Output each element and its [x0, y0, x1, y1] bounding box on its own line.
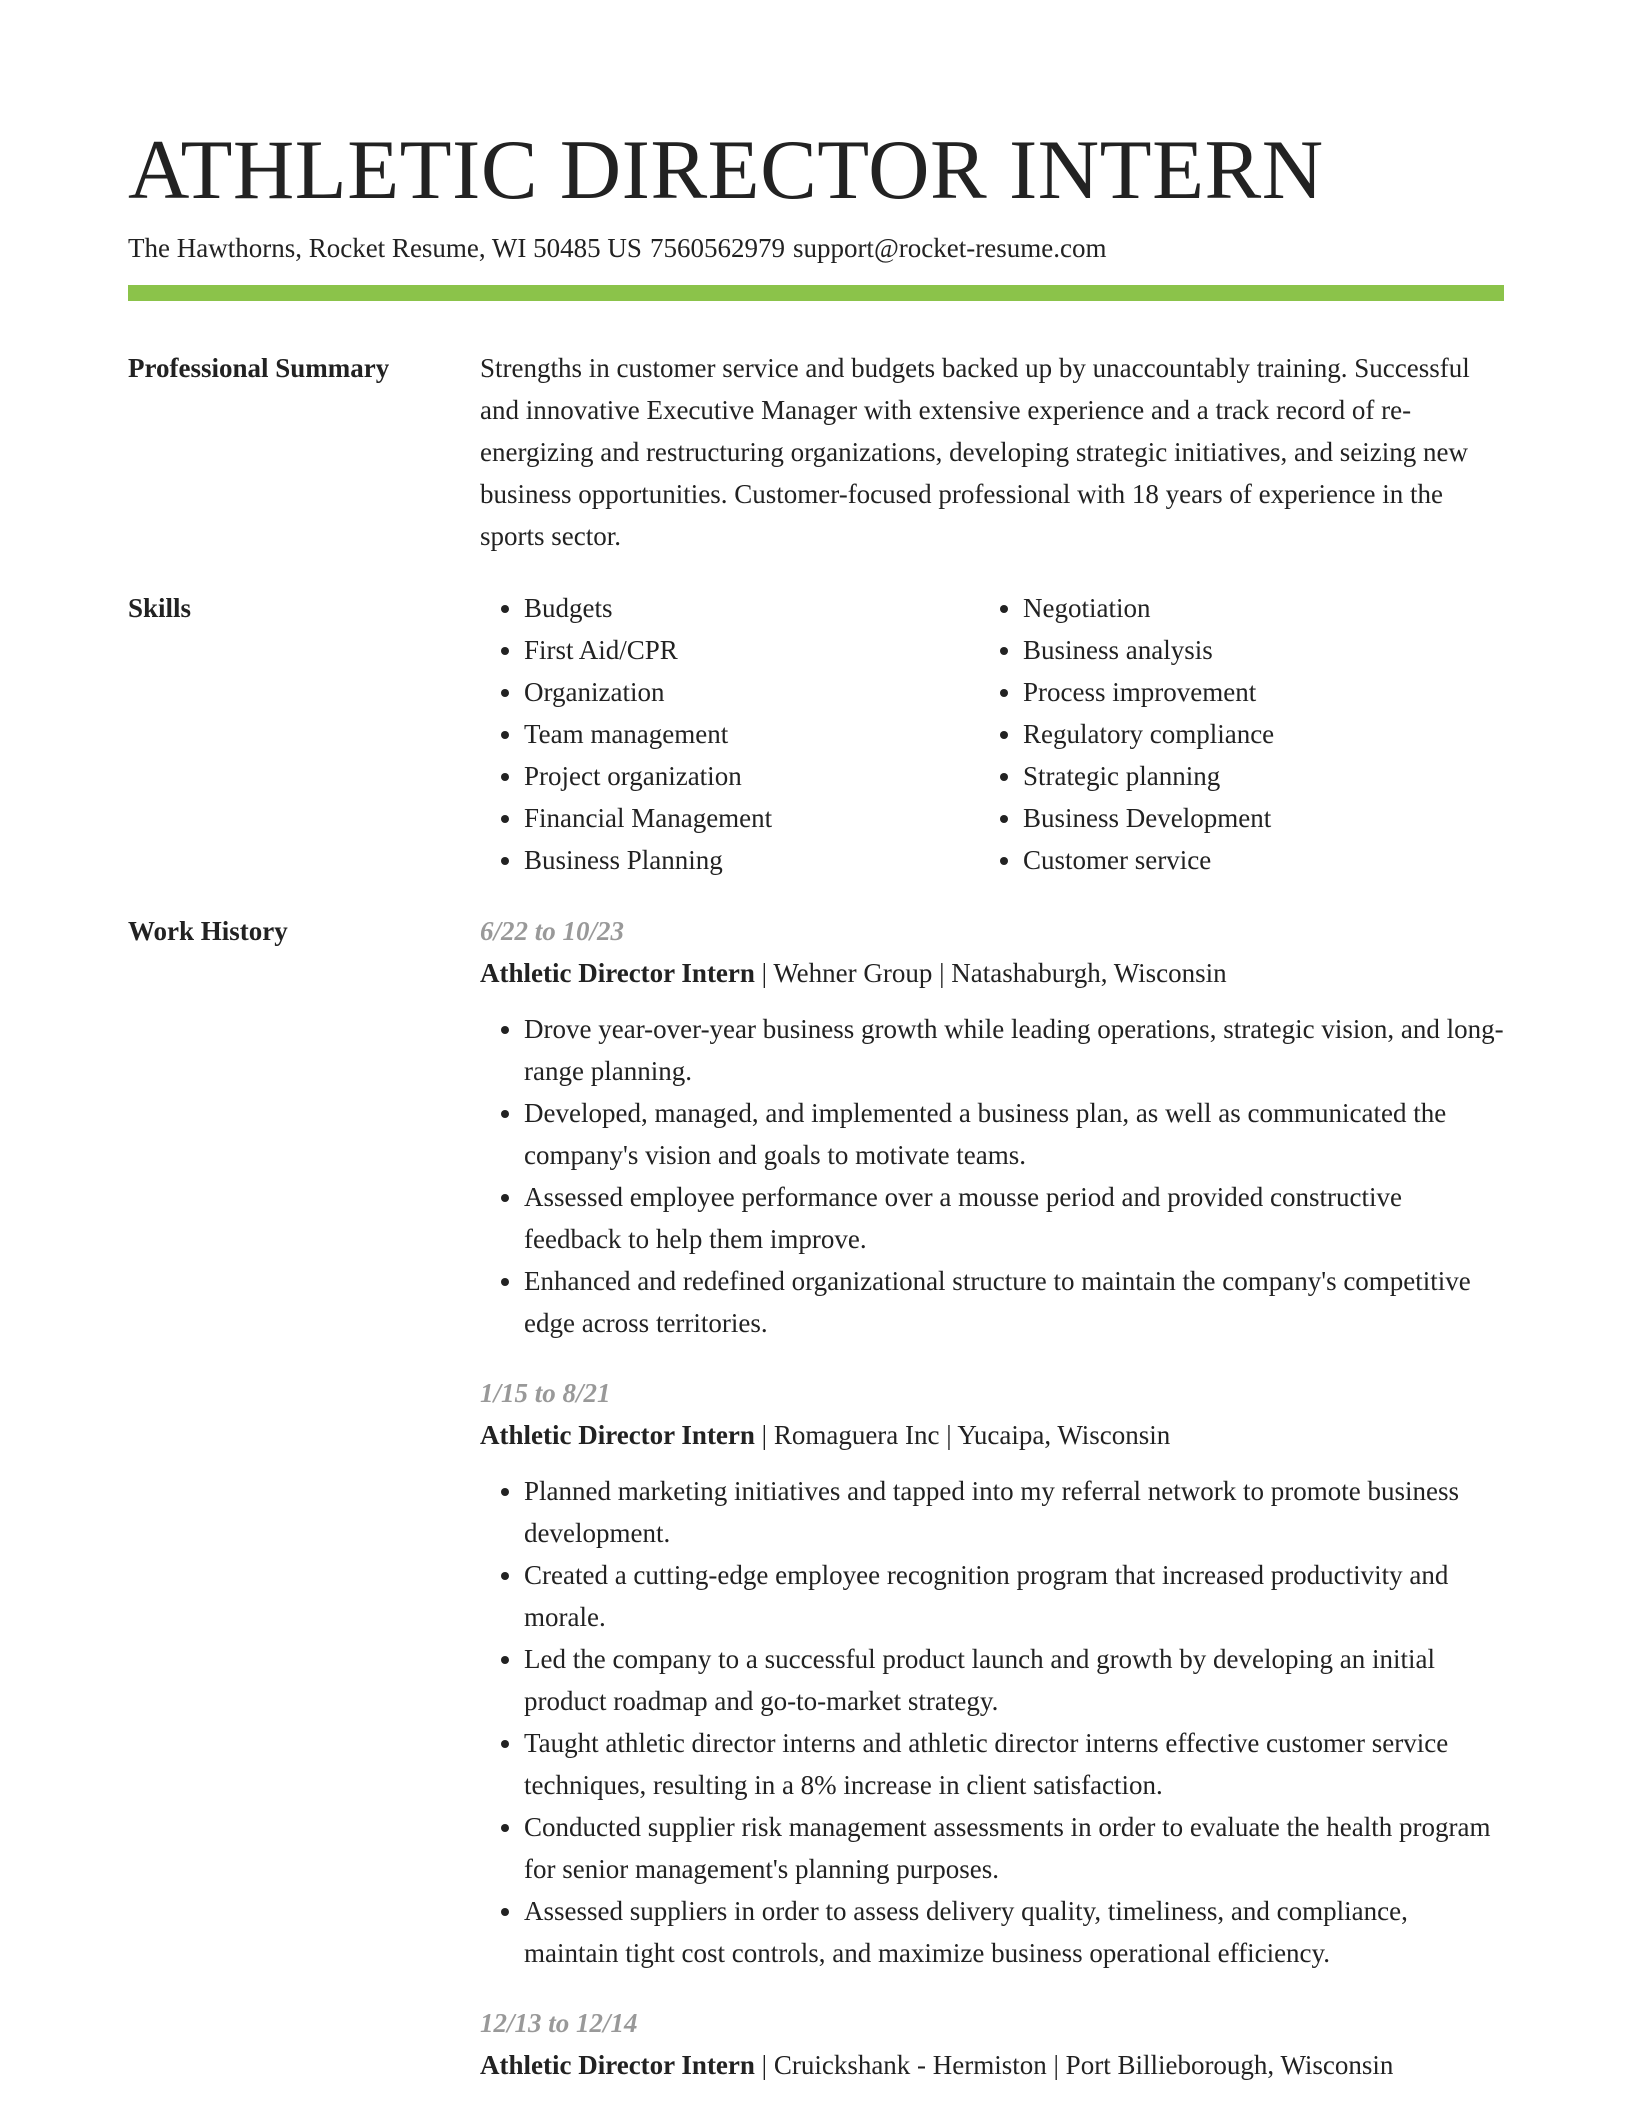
skill-item: • Negotiation: [1023, 587, 1274, 629]
skills-section: [128, 587, 1504, 887]
skill-item: • Financial Management: [524, 797, 772, 839]
job-entry: [480, 1372, 1504, 1974]
skills-heading: Skills: [128, 593, 192, 623]
job-company-location: | Wehner Group | Natashaburgh, Wisconsin: [754, 958, 1227, 988]
contact-address: The Hawthorns, Rocket Resume, WI 50485 US: [128, 233, 642, 263]
skill-item: • Organization: [524, 671, 772, 713]
skill-item: • Strategic planning: [1023, 755, 1274, 797]
job-bullet: • Planned marketing initiatives and tapped into my referral network to promote business development.: [524, 1470, 1504, 1554]
job-entry: [480, 910, 1504, 1344]
resume-title: ATHLETIC DIRECTOR INTERN: [128, 123, 1324, 217]
skill-item: • Business Development: [1023, 797, 1274, 839]
job-bullet: • Assessed employee performance over a mousse period and provided constructive feedback to help them improve.: [524, 1176, 1504, 1260]
job-bullet: • Conducted supplier risk management assessments in order to evaluate the health program for senior management's planning purposes.: [524, 1806, 1504, 1890]
job-bullet: • Developed, managed, and implemented a business plan, as well as communicated the company's vision and goals to motivate teams.: [524, 1092, 1504, 1176]
summary-text: Strengths in customer service and budgets backed up by unaccountably training. Successful and innovative Executive Manager with extensive experience and a track record of re-energizing and restructuring organizations, developing strategic initiatives, and seizing new business opportunities. Customer-focused professional with 18 years of experience in the sports sector.: [480, 353, 1470, 551]
skill-item: • Business Planning: [524, 839, 772, 881]
accent-divider: [128, 285, 1504, 301]
skill-item: • Regulatory compliance: [1023, 713, 1274, 755]
summary-section: [128, 347, 1504, 551]
skill-item: • Process improvement: [1023, 671, 1274, 713]
skill-item: • Business analysis: [1023, 629, 1274, 671]
work-history-body: [480, 910, 1504, 2114]
job-company-location: | Cruickshank - Hermiston | Port Billieborough, Wisconsin: [754, 2050, 1394, 2080]
job-bullet-list: [480, 1470, 1504, 1974]
job-entry: [480, 2002, 1504, 2086]
job-bullet: • Assessed suppliers in order to assess delivery quality, timeliness, and compliance, maintain tight cost controls, and maximize business operational efficiency.: [524, 1890, 1504, 1974]
skill-item: • Budgets: [524, 587, 772, 629]
work-history-heading: Work History: [128, 916, 288, 946]
job-bullet: • Created a cutting-edge employee recognition program that increased productivity and morale.: [524, 1554, 1504, 1638]
job-heading: [480, 1414, 1504, 1456]
summary-body: [480, 347, 1504, 557]
skills-list-left: [480, 587, 772, 881]
job-dates: 6/22 to 10/23: [480, 916, 625, 946]
contact-line: [128, 230, 1114, 266]
contact-phone: 7560562979: [649, 233, 785, 263]
summary-heading: Professional Summary: [128, 353, 390, 383]
skill-item: • Team management: [524, 713, 772, 755]
job-bullet: • Led the company to a successful product launch and growth by developing an initial product roadmap and go-to-market strategy.: [524, 1638, 1504, 1722]
job-heading: [480, 2044, 1504, 2086]
job-bullet: • Taught athletic director interns and athletic director interns effective customer service techniques, resulting in a 8% increase in client satisfaction.: [524, 1722, 1504, 1806]
job-bullet-list: [480, 1008, 1504, 1344]
skill-item: • Project organization: [524, 755, 772, 797]
job-bullet: • Enhanced and redefined organizational structure to maintain the company's competitive edge across territories.: [524, 1260, 1504, 1344]
job-dates: 1/15 to 8/21: [480, 1378, 611, 1408]
skills-list-right: [979, 587, 1274, 881]
job-bullet: • Drove year-over-year business growth while leading operations, strategic vision, and long-range planning.: [524, 1008, 1504, 1092]
job-heading: [480, 952, 1504, 994]
contact-email[interactable]: support@rocket-resume.com: [792, 233, 1107, 263]
job-title: Athletic Director Intern: [480, 1420, 755, 1450]
skill-item: • First Aid/CPR: [524, 629, 772, 671]
job-title: Athletic Director Intern: [480, 2050, 755, 2080]
job-title: Athletic Director Intern: [480, 958, 755, 988]
job-company-location: | Romaguera Inc | Yucaipa, Wisconsin: [754, 1420, 1171, 1450]
job-dates: 12/13 to 12/14: [480, 2008, 638, 2038]
skill-item: • Customer service: [1023, 839, 1274, 881]
